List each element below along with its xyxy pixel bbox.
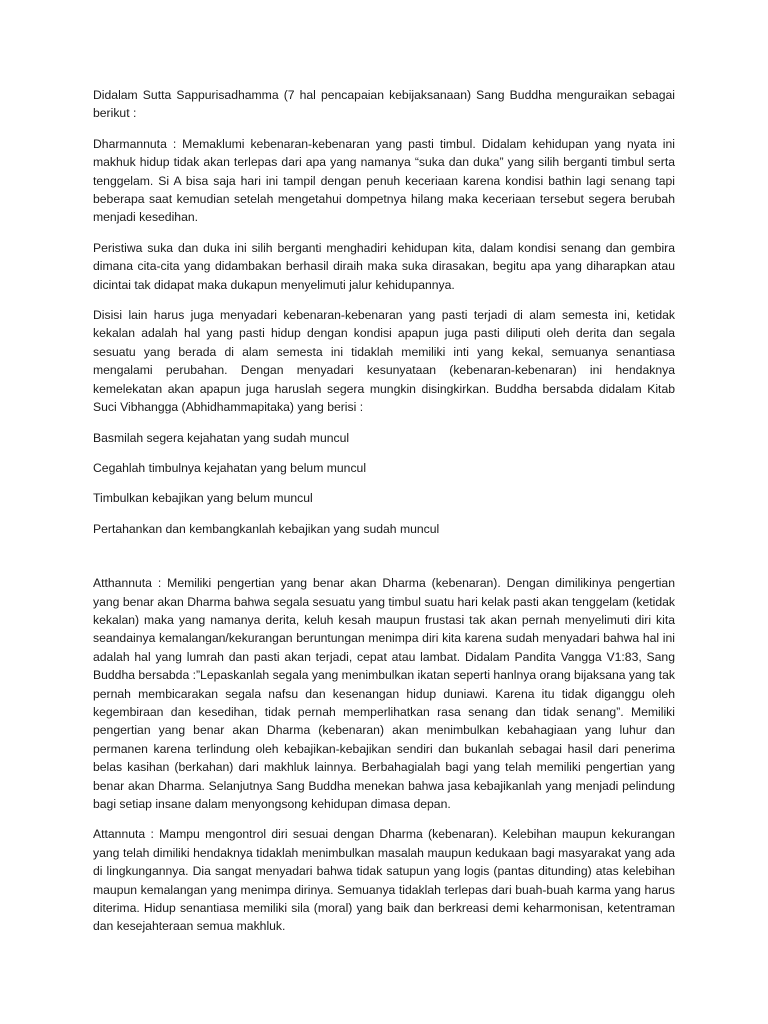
list-item: Cegahlah timbulnya kejahatan yang belum muncul (93, 460, 367, 475)
list-item: Pertahankan dan kembangkanlah kebajikan yang sudah muncul (93, 521, 440, 536)
list-item: Timbulkan kebajikan yang belum muncul (93, 491, 313, 506)
list-item: Basmilah segera kejahatan yang sudah muncul (93, 430, 350, 445)
document-page (93, 86, 675, 948)
atthannuta-paragraph: Atthannuta : Memiliki pengertian yang benar akan Dharma (kebenaran). Dengan dimilikinya pengertian yang benar akan Dharma bahwa segala sesuatu yang timbul suatu hari kelak pasti akan tenggelam (ketidak kekalan) maka yang namanya derita, keluh kesah maupun frustasi tak akan pernah menyelimuti diri kita seandainya kemalangan/kekurangan beruntungan menimpa diri kita karena sudah menyadari bahwa hal ini adalah hal yang lumrah dan pasti akan terjadi, cepat atau lambat. Didalam Pandita Vangga V1:83, Sang Buddha bersabda :”Lepaskanlah segala yang menimbulkan ikatan seperti hanlnya orang bijaksana yang tak pernah membicarakan segala nafsu dan kesenangan hidup duniawi. Karena itu tidak diganggu oleh kegembiraan dan kesedihan, tidak pernah memperlihatkan rasa senang dan tidak senang”. Memiliki pengertian yang benar akan Dharma (kebenaran) akan menimbulkan kebahagiaan yang luhur dan permanen karena terlindung oleh kebajikan-kebajikan sendiri dan bukanlah sebagai hasil dari penerima belas kasihan (berkahan) dari makhluk lainnya. Berbahagialah bagi yang telah memiliki pengertian yang benar akan Dharma. Selanjutnya Sang Buddha menekan bahwa jasa kebajikanlah yang menjadi pelindung bagi setiap insane dalam menyongsong kehidupan dimasa depan. (93, 576, 676, 811)
peristiwa-paragraph: Peristiwa suka dan duka ini silih berganti menghadiri kehidupan kita, dalam kondisi senang dan gembira dimana cita-cita yang didambakan berhasil diraih maka suka dirasakan, begitu apa yang diharapkan atau dicintai tak didapat maka dukapun menyelimuti jalur kehidupannya. (93, 240, 675, 292)
dharmannuta-paragraph: Dharmannuta : Memaklumi kebenaran-kebenaran yang pasti timbul. Didalam kehidupan yang nyata ini makhuk hidup tidak akan terlepas dari apa yang namanya “suka dan duka” yang silih berganti timbul serta tenggelam. Si A bisa saja hari ini tampil dengan penuh keceriaan karena kondisi bathin lagi senang tapi beberapa saat kemudian setelah mengetahui dompetnya hilang maka keceriaan tersebut segera berubah menjadi kesedihan. (93, 136, 675, 225)
intro-paragraph: Didalam Sutta Sappurisadhamma (7 hal pencapaian kebijaksanaan) Sang Buddha menguraikan sebagai berikut : (93, 88, 675, 121)
attannuta-paragraph: Attannuta : Mampu mengontrol diri sesuai dengan Dharma (kebenaran). Kelebihan maupun kekurangan yang telah dimiliki hendaknya tidaklah menimbulkan masalah maupun kedukaan bagi masyarakat yang ada di lingkungannya. Dia sangat menyadari bahwa tidak satupun yang logis (pantas ditunding) atas kelebihan maupun kemalangan yang menimpa dirinya. Semuanya tidaklah terlepas dari buah-buah karma yang harus diterima. Hidup senantiasa memiliki sila (moral) yang baik dan berkreasi demi keharmonisan, ketentraman dan kesejahteraan semua makhluk. (93, 827, 675, 934)
disisi-paragraph: Disisi lain harus juga menyadari kebenaran-kebenaran yang pasti terjadi di alam semesta ini, ketidak kekalan adalah hal yang pasti hidup dengan kondisi apapun juga pasti diliputi oleh derita dan segala sesuatu yang berada di alam semesta ini tidaklah memiliki inti yang kekal, semuanya senantiasa mengalami perubahan. Dengan menyadari kesunyataan (kebenaran-kebenaran) ini hendaknya kemelekatan akan apapun juga haruslah segera mungkin disingkirkan. Buddha bersabda didalam Kitab Suci Vibhangga (Abhidhammapitaka) yang berisi : (93, 308, 675, 415)
section-spacer (93, 550, 675, 574)
